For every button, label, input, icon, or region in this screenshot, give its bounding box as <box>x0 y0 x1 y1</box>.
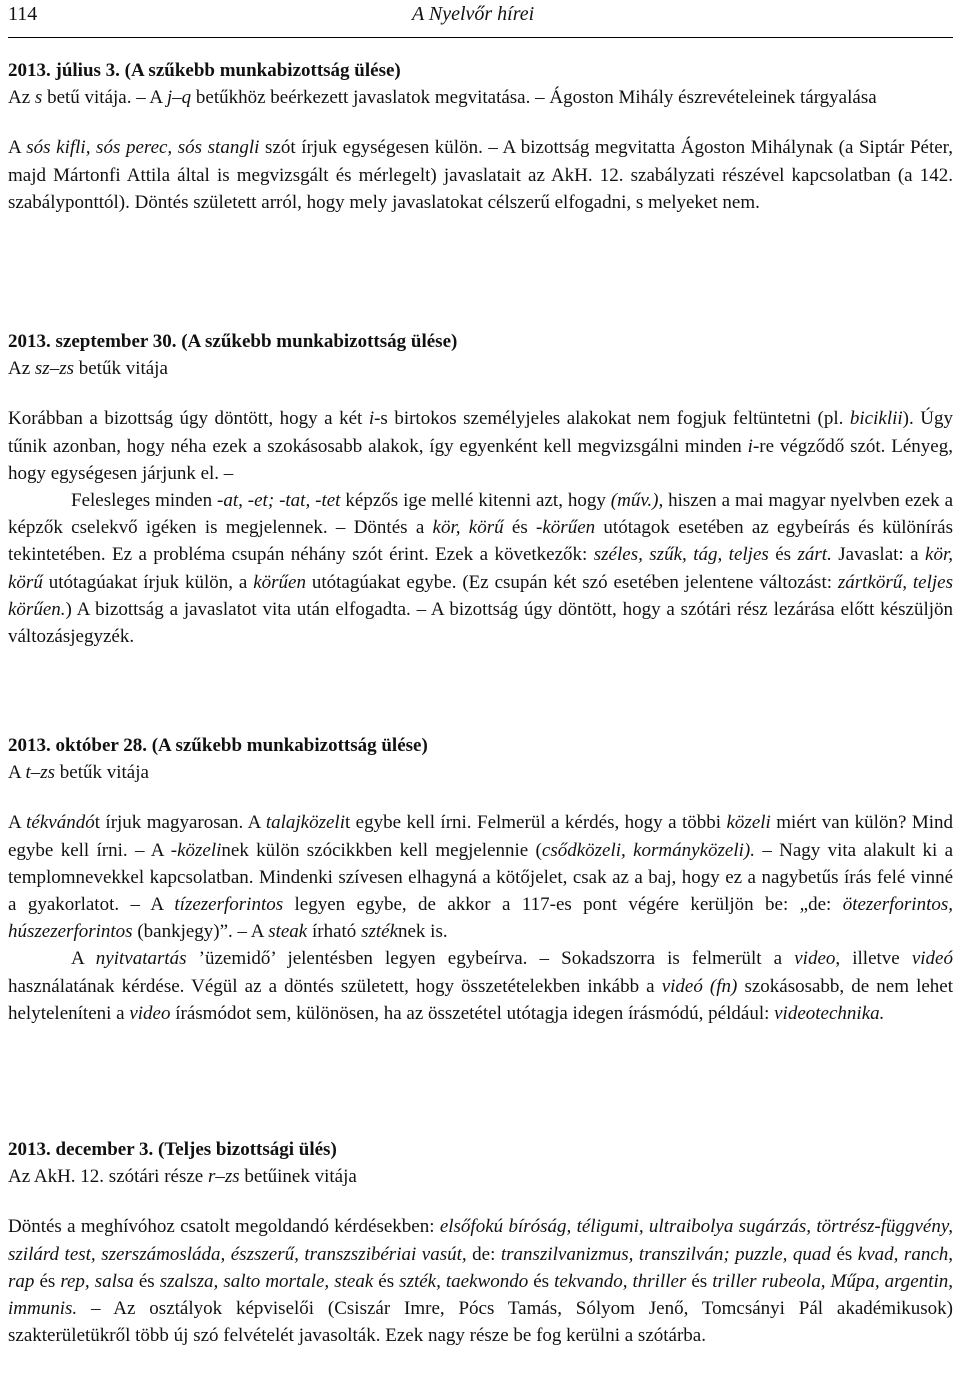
italic-term: talajközeli <box>265 812 345 834</box>
italic-term: i <box>368 408 375 430</box>
italic-term: -at, -et; -tat, -tet <box>217 490 341 512</box>
italic-term: tékvándó <box>26 812 95 834</box>
section-subtitle: A t–zs betűk vitája <box>8 762 149 784</box>
section-october-28 <box>8 732 953 1027</box>
section-heading: 2013. december 3. (Teljes bizottsági ülés) <box>8 1139 337 1160</box>
italic-term: s <box>34 87 43 109</box>
section-heading: 2013. október 28. (A szűkebb munkabizottság ülése) <box>8 735 428 756</box>
italic-term: kör, körű <box>8 544 953 593</box>
italic-term: video <box>129 1002 171 1024</box>
italic-term: zárt. <box>797 544 832 566</box>
section-paragraph: Döntés a meghívóhoz csatolt megoldandó kérdésekben: elsőfokú bíróság, téligumi, ultraibolya sugárzás, törtrész-függvény, szilárd test, szerszámosláda, észszerű, transzszibériai vasút, de: transzilvanizmus, transzilván; puzzle, quad és kvad, ranch, rap és rep, salsa és szalsza, salto mortale, steak és szték, taekwondo és tekvando, thriller és triller rubeola, Műpa, argentin, immunis. – Az osztályok képviselői (Csiszár Imre, Pócs Tamás, Sólyom Jenő, Tomcsányi Pál akadémikusok) szakterületükről több új szó felvételét javasolták. Ezek nagy része be fog kerülni a szótárba. <box>8 1216 954 1347</box>
section-september-30 <box>8 328 953 650</box>
italic-term: videó <box>911 948 953 970</box>
italic-term: -körűen <box>536 517 596 539</box>
section-subtitle: Az sz–zs betűk vitája <box>8 358 168 380</box>
italic-term: transzilvanizmus, transzilván; puzzle, quad <box>500 1243 831 1265</box>
section-paragraph: Korábban a bizottság úgy döntött, hogy a két i-s birtokos személyjeles alakokat nem fogjuk feltüntetni (pl. biciklii). Úgy tűnik azonban, hogy néha ezek a szokásosabb alakok, így egyenként kell megvizsgálni minden i-re végződő szót. Lényeg, hogy egységesen járjunk el. – <box>8 408 953 484</box>
italic-term: video <box>794 948 836 970</box>
header-rule <box>8 37 953 38</box>
italic-term: biciklii <box>849 408 903 430</box>
italic-term: r–zs <box>207 1166 240 1188</box>
section-december-3 <box>8 1136 953 1349</box>
italic-term: triller rubeola, Műpa, argentin, immunis. <box>8 1270 954 1320</box>
italic-term: tekvando, thriller <box>554 1270 687 1292</box>
italic-term: rep, salsa <box>60 1270 134 1292</box>
italic-term: elsőfokú bíróság, téligumi, ultraibolya sugárzás, törtrész-függvény, szilárd test, szerszámosláda, észszerű, transzszibériai vasút, <box>8 1216 953 1265</box>
section-paragraph: A tékvándót írjuk magyarosan. A talajközelit egybe kell írni. Felmerül a kérdés, hogy a többi közeli miért van külön? Mind egybe kell írni. – A -közelinek külön szócikkben kell megjelennie (csődközeli, kormányközeli). – Nagy vita alakult ki a templomnevekkel kapcsolatban. Mindenki szívesen elhagyná a kötőjelet, csak az a baj, hogy ez a nagybetűs írás felé vinné a gyakorlatot. – A tízezerforintos legyen egybe, de akkor a 117-es pont végére kerüljön be: „de: ötezerforintos, húszezerforintos (bankjegy)”. – A steak írható sztéknek is. <box>8 812 954 943</box>
italic-term: tízezerforintos <box>174 894 284 916</box>
section-july-3 <box>8 57 953 216</box>
italic-term: kvad, ranch, rap <box>8 1243 954 1292</box>
italic-term: nyitvatartás <box>95 948 187 970</box>
section-subtitle: Az s betű vitája. – A j–q betűkhöz beérkezett javaslatok megvitatása. – Ágoston Mihály észrevételeinek tárgyalása <box>8 87 877 109</box>
italic-term: videó (fn) <box>661 975 738 997</box>
section-paragraph: A sós kifli, sós perec, sós stangli szót írjuk egységesen külön. – A bizottság megvitatta Ágoston Mihálynak (a Siptár Péter, majd Mártonfi Attila által is megvizsgált és mérlegelt) javaslatait az AkH. 12. szabályzati részével kapcsolatban (a 142. szabályponttól). Döntés született arról, hogy mely javaslatokat célszerű elfogadni, s melyeket nem. <box>8 137 953 213</box>
italic-term: j–q <box>166 87 192 109</box>
section-heading: 2013. július 3. (A szűkebb munkabizottság ülése) <box>8 60 401 81</box>
italic-term: t–zs <box>25 762 56 784</box>
section-paragraph: Felesleges minden -at, -et; -tat, -tet képzős ige mellé kitenni azt, hogy (műv.), hiszen a mai magyar nyelvben ezek a képzők cselekvő igéken is megjelennek. – Döntés a kör, körű és -körűen utótagok esetében az egybeírás és különírás tekintetében. Ez a probléma csupán néhány szót érint. Ezek a következők: széles, szűk, tág, teljes és zárt. Javaslat: a kör, körű utótagúakat írjuk külön, a körűen utótagúakat egybe. (Ez csupán két szó esetében jelentene változást: zártkörű, teljes körűen.) A bizottság a javaslatot vita után elfogadta. – A bizottság úgy döntött, hogy a szótári rész lezárása előtt készüljön változásjegyzék. <box>8 490 954 648</box>
italic-term: szalsza, salto mortale, steak <box>159 1270 374 1292</box>
section-subtitle: Az AkH. 12. szótári része r–zs betűinek vitája <box>8 1166 357 1188</box>
page-number: 114 <box>8 3 38 25</box>
italic-term: kör, körű <box>432 517 504 539</box>
italic-term: körűen <box>253 571 306 593</box>
italic-term: steak <box>268 921 308 943</box>
italic-term: videotechnika. <box>774 1002 885 1024</box>
section-paragraph: A nyitvatartás ’üzemidő’ jelentésben legyen egybeírva. – Sokadszorra is felmerült a video, illetve videó használatának kérdése. Végül az a döntés született, hogy összetételekben inkább a videó (fn) szokásosabb, de nem lehet helyteleníteni a video írásmódot sem, különösen, ha az összetétel utótagja idegen írásmódú, például: videotechnika. <box>8 948 953 1024</box>
italic-term: i <box>747 435 753 457</box>
italic-term: zártkörű, teljes körűen. <box>8 571 954 620</box>
italic-term: csődközeli, kormányközeli). <box>541 839 755 861</box>
italic-term: (műv.), <box>610 490 664 512</box>
running-title: A Nyelvőr hírei <box>412 3 535 25</box>
italic-term: közeli <box>726 812 771 834</box>
italic-term: sós kifli, sós perec, sós stangli <box>26 137 260 159</box>
section-heading: 2013. szeptember 30. (A szűkebb munkabizottság ülése) <box>8 331 458 352</box>
italic-term: közeli <box>177 839 222 861</box>
italic-term: szték, taekwondo <box>399 1270 529 1292</box>
italic-term: ötezerforintos, húszezerforintos <box>8 894 953 943</box>
italic-term: sz–zs <box>34 358 74 380</box>
italic-term: széles, szűk, tág, teljes <box>593 544 769 566</box>
italic-term: szték <box>361 921 398 943</box>
page-header <box>8 0 953 34</box>
